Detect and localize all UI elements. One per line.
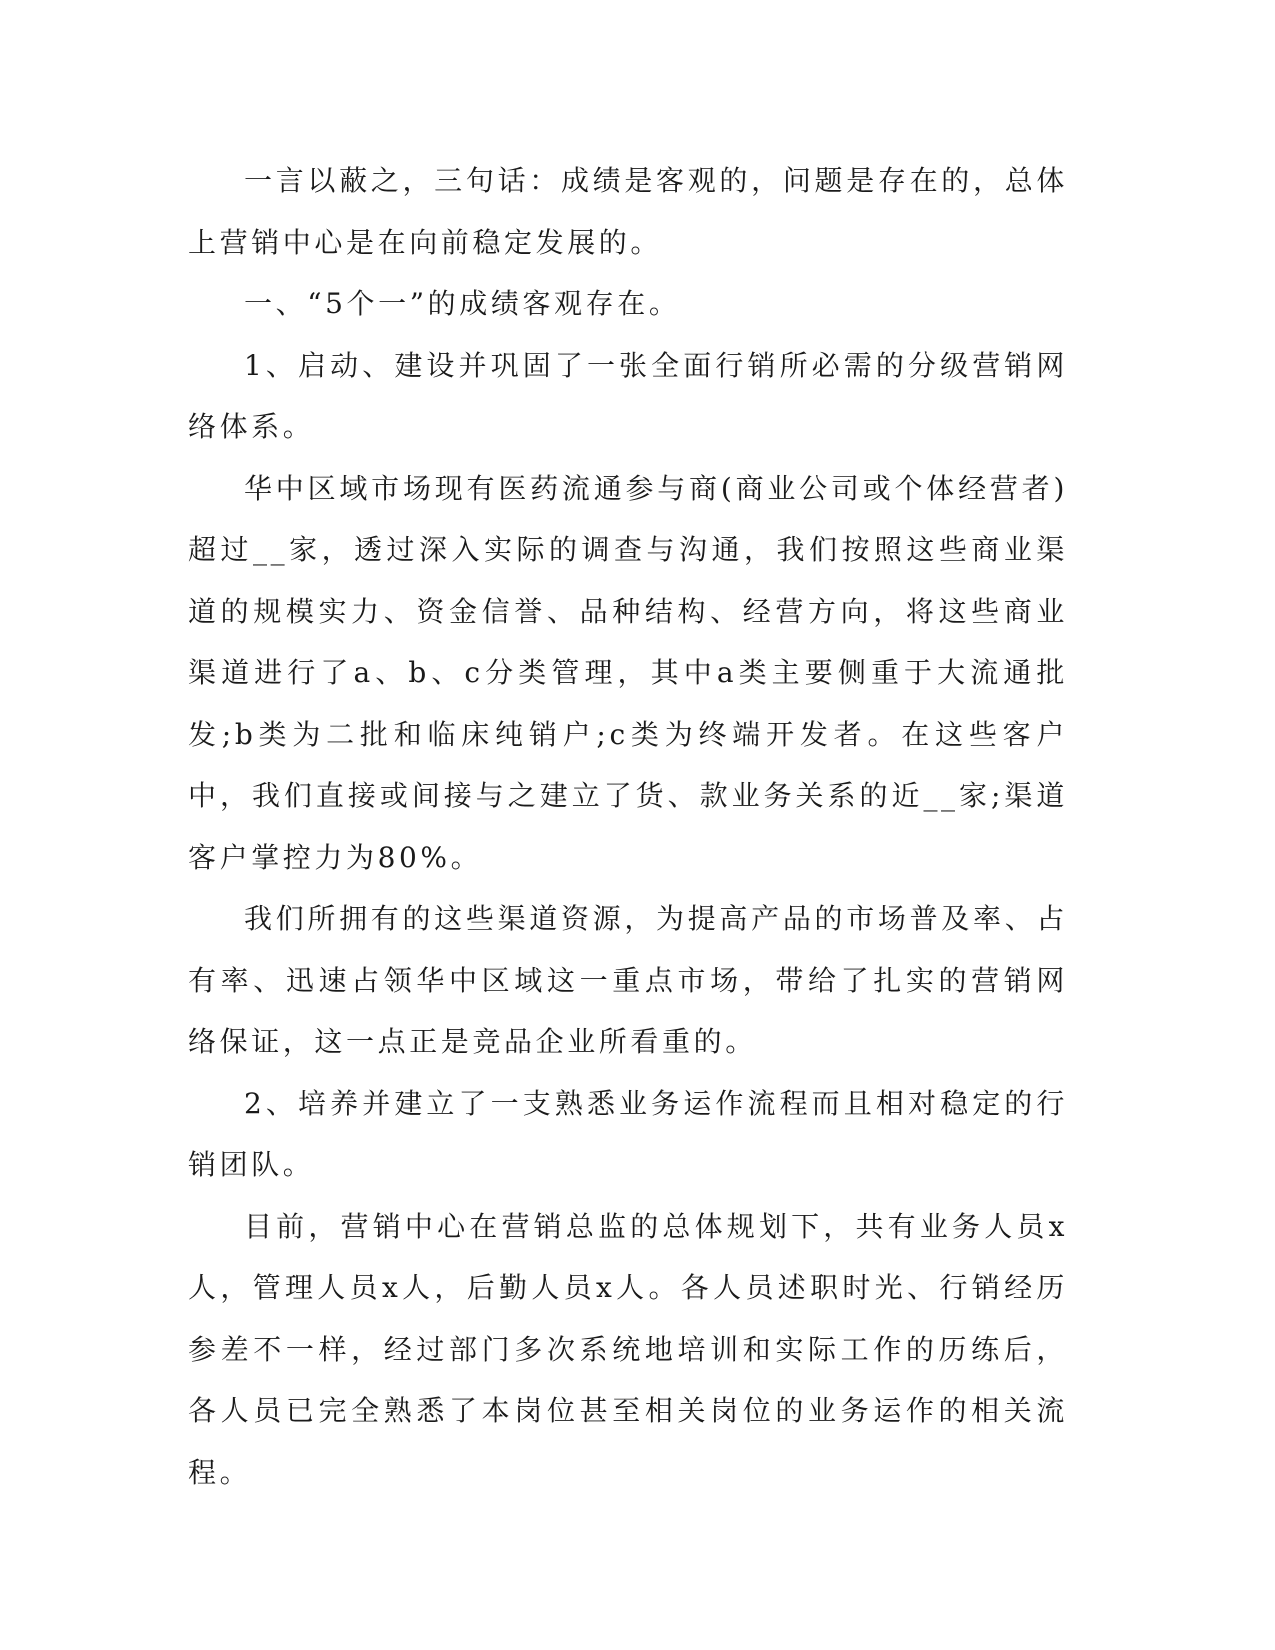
paragraph-staff: 目前，营销中心在营销总监的总体规划下，共有业务人员x人，管理人员x人，后勤人员x人。各人员述职时光、行销经历参差不一样，经过部门多次系统地培训和实际工作的历练后，各人员已完全熟悉了本岗位甚至相关岗位的业务运作的相关流程。 bbox=[188, 1209, 1068, 1489]
subheading-network: 1、启动、建设并巩固了一张全面行销所必需的分级营销网络体系。 bbox=[188, 348, 1068, 443]
paragraph-channels: 华中区域市场现有医药流通参与商(商业公司或个体经营者)超过__家，透过深入实际的调查与沟通，我们按照这些商业渠道的规模实力、资金信誉、品种结构、经营方向，将这些商业渠道进行了a、b、c分类管理，其中a类主要侧重于大流通批发;b类为二批和临床纯销户;c类为终端开发者。在这些客户中，我们直接或间接与之建立了货、款业务关系的近__家;渠道客户掌控力为80%。 bbox=[188, 471, 1068, 874]
paragraph-resources: 我们所拥有的这些渠道资源，为提高产品的市场普及率、占有率、迅速占领华中区域这一重点市场，带给了扎实的营销网络保证，这一点正是竞品企业所看重的。 bbox=[188, 902, 1068, 1058]
document-body bbox=[188, 150, 1068, 1503]
section-heading-1: 一、“5个一”的成绩客观存在。 bbox=[244, 287, 681, 320]
subheading-team: 2、培养并建立了一支熟悉业务运作流程而且相对稳定的行销团队。 bbox=[188, 1086, 1068, 1181]
paragraph-summary: 一言以蔽之，三句话：成绩是客观的，问题是存在的，总体上营销中心是在向前稳定发展的。 bbox=[188, 164, 1068, 259]
